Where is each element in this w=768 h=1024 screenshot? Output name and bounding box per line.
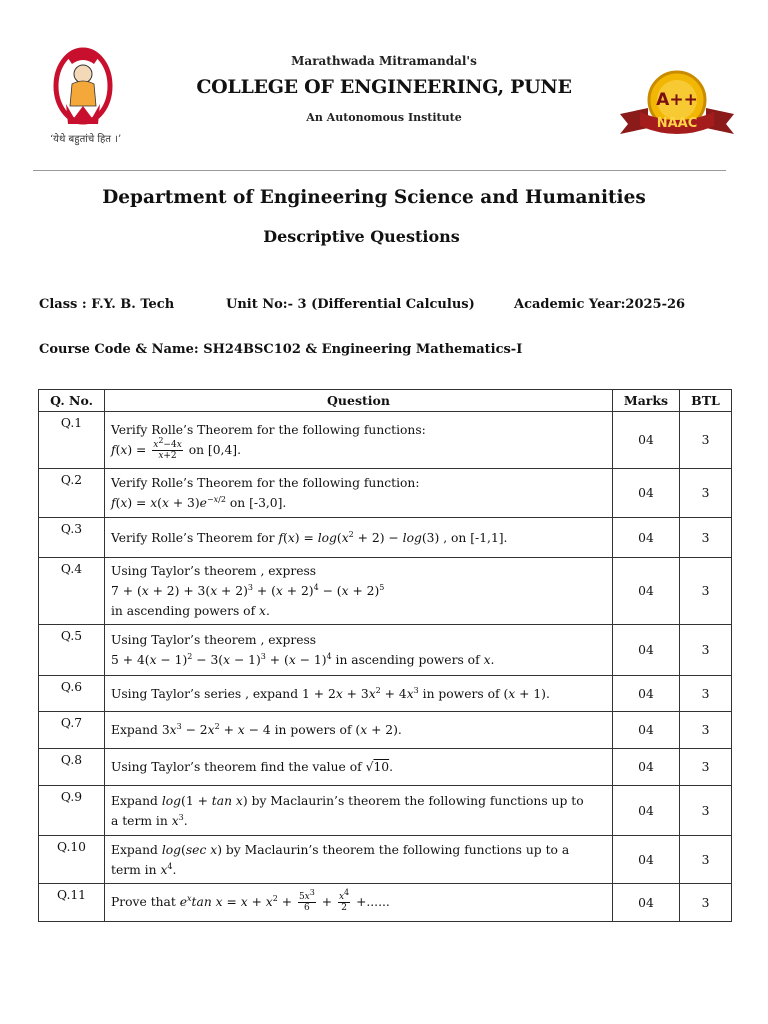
question-interval: , on [-1,1]. bbox=[443, 530, 508, 545]
marks-cell: 04 bbox=[613, 749, 680, 786]
btl-cell: 3 bbox=[680, 712, 732, 749]
question-line: Prove that bbox=[111, 895, 176, 909]
college-name: COLLEGE OF ENGINEERING, PUNE bbox=[196, 76, 572, 98]
question-line: +...... bbox=[356, 895, 390, 909]
academic-year: Academic Year:2025-26 bbox=[514, 297, 686, 312]
institute-tagline: An Autonomous Institute bbox=[306, 111, 462, 124]
question-line: Verify Rolle’s Theorem for the following functions: bbox=[111, 422, 426, 437]
question-line: Using Taylor’s series , expand bbox=[111, 686, 299, 701]
math-expression: √10. bbox=[365, 760, 394, 774]
question-text bbox=[105, 884, 613, 922]
department-name: Department of Engineering Science and Humanities bbox=[102, 187, 646, 208]
header-qno: Q. No. bbox=[39, 390, 105, 412]
btl-cell: 3 bbox=[680, 676, 732, 712]
question-text: Expand log(sec x) by Maclaurin’s theorem the following functions up to a term in $x^4$. bbox=[105, 836, 613, 884]
trust-name: Marathwada Mitramandal's bbox=[291, 54, 477, 68]
marks-cell: 04 bbox=[613, 836, 680, 884]
btl-cell: 3 bbox=[680, 518, 732, 558]
btl-cell: 3 bbox=[680, 786, 732, 836]
unit-info: Unit No:- 3 (Differential Calculus) bbox=[226, 297, 475, 312]
table-row bbox=[39, 712, 732, 749]
table-row bbox=[39, 469, 732, 518]
table-row bbox=[39, 558, 732, 625]
question-line: Expand bbox=[111, 723, 158, 737]
marks-cell: 04 bbox=[613, 786, 680, 836]
marks-cell: 04 bbox=[613, 518, 680, 558]
question-line: Verify Rolle’s Theorem for the following function: bbox=[111, 476, 420, 490]
math-expression: $5 + 4(x - 1)^2 - 3(x - 1)^3 + (x - 1)^4$ bbox=[111, 651, 332, 667]
table-row bbox=[39, 749, 732, 786]
btl-cell: 3 bbox=[680, 884, 732, 922]
math-expression: $e^x\tan$ $x = x + x^2$ + $\frac{5x^3}{6}$ + $\frac{x^4}{2}$ bbox=[179, 888, 350, 913]
table-row bbox=[39, 518, 732, 558]
question-number: Q.8 bbox=[39, 749, 105, 786]
table-row bbox=[39, 625, 732, 676]
table-row bbox=[39, 884, 732, 922]
question-line: Using Taylor’s theorem find the value of bbox=[111, 760, 362, 774]
question-text: Using Taylor’s theorem , express $7 + (x + 2) + 3(x + 2)^3 + (x + 2)^4 - (x + 2)^5$ in ascending powers of x. bbox=[105, 558, 613, 625]
marks-cell: 04 bbox=[613, 412, 680, 469]
header-btl: BTL bbox=[680, 390, 732, 412]
question-text: Using Taylor’s theorem , express $5 + 4(x - 1)^2 - 3(x - 1)^3 + (x - 1)^4$ in ascending powers of x. bbox=[105, 625, 613, 676]
naac-grade: A++ bbox=[656, 90, 698, 110]
table-row bbox=[39, 786, 732, 836]
question-line: Using Taylor’s theorem , express bbox=[111, 564, 317, 578]
table-row bbox=[39, 412, 732, 469]
math-expression: f bbox=[111, 442, 116, 457]
question-number: Q.2 bbox=[39, 469, 105, 518]
btl-cell: 3 bbox=[680, 749, 732, 786]
question-number: Q.11 bbox=[39, 884, 105, 922]
header-question: Question bbox=[105, 390, 613, 412]
naac-label: NAAC bbox=[656, 116, 698, 131]
table-row bbox=[39, 676, 732, 712]
btl-cell: 3 bbox=[680, 469, 732, 518]
table-row bbox=[39, 836, 732, 884]
question-line: Expand bbox=[111, 793, 158, 808]
header-divider bbox=[33, 170, 726, 171]
class-info: Class : F.Y. B. Tech bbox=[39, 297, 175, 312]
marks-cell: 04 bbox=[613, 676, 680, 712]
question-interval: on [-3,0]. bbox=[229, 496, 287, 510]
question-line: in powers of bbox=[274, 723, 352, 737]
question-number: Q.9 bbox=[39, 786, 105, 836]
questions-table bbox=[38, 389, 732, 922]
question-interval: on [0,4]. bbox=[188, 442, 241, 457]
question-number: Q.5 bbox=[39, 625, 105, 676]
math-expression: $f(x) = \log(x^2 + 2) - \log(3)$ bbox=[278, 529, 440, 545]
question-text: Expand log(1 + tan x) by Maclaurin’s theorem the following functions up to a term in $x^3$. bbox=[105, 786, 613, 836]
question-line: Using Taylor’s theorem , express bbox=[111, 633, 317, 647]
question-line: term in bbox=[111, 862, 157, 877]
header-marks: Marks bbox=[613, 390, 680, 412]
question-number: Q.7 bbox=[39, 712, 105, 749]
question-number: Q.3 bbox=[39, 518, 105, 558]
naac-badge bbox=[618, 70, 736, 142]
question-text: Using Taylor’s series , expand $1 + 2x + 3x^2 + 4x^3$ in powers of (x + 1). bbox=[105, 676, 613, 712]
btl-cell: 3 bbox=[680, 836, 732, 884]
question-number: Q.1 bbox=[39, 412, 105, 469]
question-number: Q.4 bbox=[39, 558, 105, 625]
marks-cell: 04 bbox=[613, 469, 680, 518]
math-expression: $7 + (x + 2) + 3(x + 2)^3 + (x + 2)^4 - (x + 2)^5$ bbox=[111, 582, 385, 598]
question-line: Expand bbox=[111, 842, 158, 857]
math-expression: $f(x) = x(x + 3)e^{-x/2}$ bbox=[111, 494, 226, 510]
math-expression: $1 + 2x + 3x^2 + 4x^3$ bbox=[302, 685, 419, 701]
math-expression: log(1 + tan x) bbox=[161, 793, 248, 808]
question-number: Q.10 bbox=[39, 836, 105, 884]
question-line: in ascending powers of bbox=[111, 604, 256, 618]
question-number: Q.6 bbox=[39, 676, 105, 712]
question-line: by Maclaurin’s theorem the following functions up to bbox=[251, 793, 584, 808]
math-expression: log(sec x) bbox=[161, 842, 222, 857]
marks-cell: 04 bbox=[613, 884, 680, 922]
btl-cell: 3 bbox=[680, 558, 732, 625]
marks-cell: 04 bbox=[613, 625, 680, 676]
course-info: Course Code & Name: SH24BSC102 & Engineering Mathematics-I bbox=[39, 342, 523, 357]
question-text: Expand $3x^3 - 2x^2 + x - 4$ in powers of (x + 2). bbox=[105, 712, 613, 749]
question-line: Verify Rolle’s Theorem for bbox=[111, 530, 275, 545]
marks-cell: 04 bbox=[613, 558, 680, 625]
question-text bbox=[105, 469, 613, 518]
question-line: in ascending powers of bbox=[335, 653, 480, 667]
question-line: in powers of bbox=[422, 686, 500, 701]
table-header-row bbox=[39, 390, 732, 412]
marks-cell: 04 bbox=[613, 712, 680, 749]
question-line: by Maclaurin’s theorem the following functions up to a bbox=[225, 842, 570, 857]
math-expression: $3x^3 - 2x^2 + x - 4$ bbox=[161, 721, 271, 737]
btl-cell: 3 bbox=[680, 625, 732, 676]
college-motto: ‘येथे बहुतांचे हित ।’ bbox=[50, 134, 122, 145]
question-text bbox=[105, 518, 613, 558]
btl-cell: 3 bbox=[680, 412, 732, 469]
document-title: Descriptive Questions bbox=[263, 227, 460, 246]
question-text: Verify Rolle’s Theorem for the following functions: f(x) = $\frac{x^2-4x}{x+2}$ on [0,4]. bbox=[105, 412, 613, 469]
question-line: a term in bbox=[111, 813, 168, 828]
question-text bbox=[105, 749, 613, 786]
